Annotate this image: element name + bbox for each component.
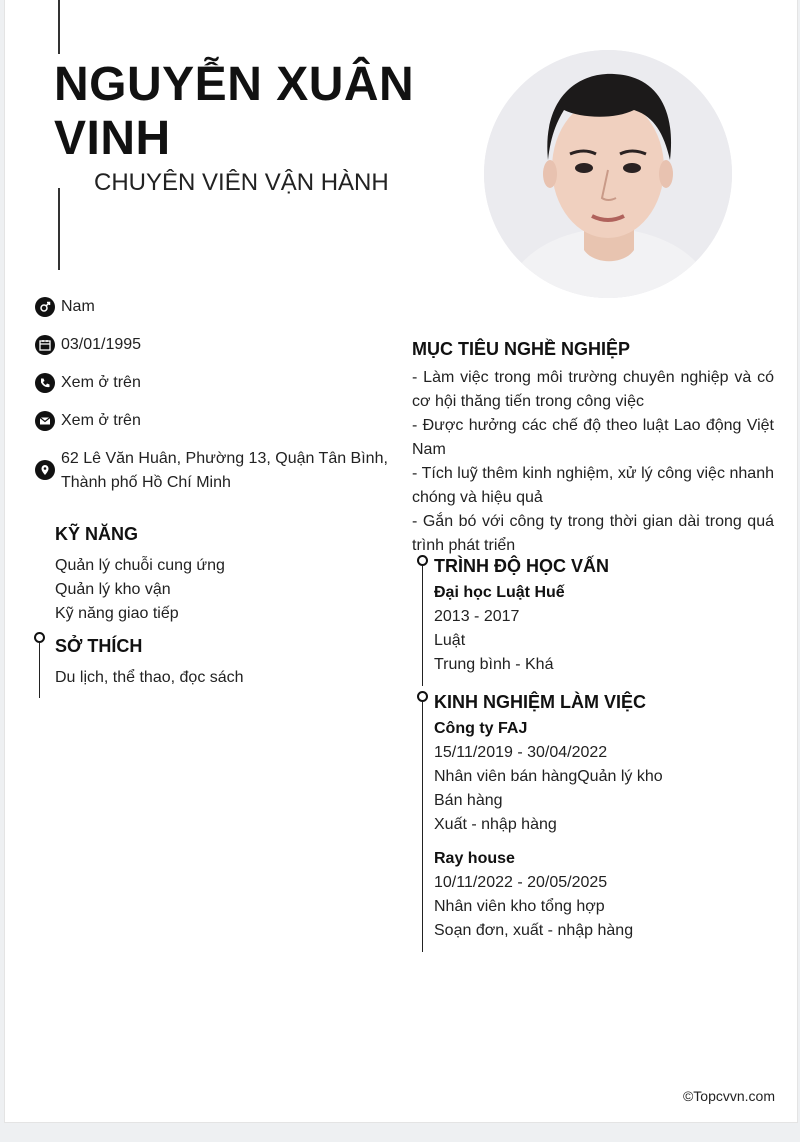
address-line-2: Thành phố Hồ Chí Minh	[61, 474, 231, 491]
experience-timeline-line	[422, 702, 423, 952]
experience-title: KINH NGHIỆM LÀM VIỆC	[434, 692, 647, 712]
contact-gender	[35, 295, 395, 319]
hobbies-title: SỞ THÍCH	[55, 636, 143, 656]
education-grade: Trung bình - Khá	[434, 656, 554, 673]
hobbies-text: Du lịch, thể thao, đọc sách	[55, 669, 244, 686]
contact-phone	[35, 371, 395, 395]
job-duty: Bán hàng	[434, 792, 503, 809]
objective-item: - Tích luỹ thêm kinh nghiệm, xử lý công việc nhanh chóng và hiệu quả	[412, 465, 774, 506]
location-pin-icon	[35, 460, 55, 480]
email-icon	[35, 411, 55, 431]
job-title: CHUYÊN VIÊN VẬN HÀNH	[94, 169, 389, 196]
address-line-1: 62 Lê Văn Huân, Phường 13, Quận Tân Bình,	[61, 450, 388, 467]
objective-item: - Được hưởng các chế độ theo luật Lao động Việt Nam	[412, 417, 774, 458]
objective-item: - Gắn bó với công ty trong thời gian dài trong quá trình phát triển	[412, 513, 774, 554]
objective-list	[412, 366, 774, 558]
calendar-icon	[35, 335, 55, 355]
education-school: Đại học Luật Huế	[434, 584, 565, 601]
education-title: TRÌNH ĐỘ HỌC VẤN	[434, 556, 609, 576]
phone-icon	[35, 373, 55, 393]
education-timeline-dot	[417, 555, 428, 566]
hobbies-timeline-dot	[34, 632, 45, 643]
header-divider-bottom	[58, 188, 60, 270]
experience-timeline-dot	[417, 691, 428, 702]
hobbies-timeline-line	[39, 643, 40, 698]
job-position: Nhân viên kho tổng hợp	[434, 898, 605, 915]
job-duty: Xuất - nhập hàng	[434, 816, 557, 833]
contact-address	[35, 447, 395, 495]
portrait-illustration	[484, 50, 732, 298]
education-period: 2013 - 2017	[434, 608, 520, 625]
job-position: Nhân viên bán hàngQuản lý kho	[434, 768, 663, 785]
skill-item: Quản lý chuỗi cung ứng	[55, 557, 225, 574]
job-company: Công ty FAJ	[434, 720, 528, 737]
birthday-value: 03/01/1995	[61, 336, 142, 353]
objective-item: - Làm việc trong môi trường chuyên nghiệp và có cơ hội thăng tiến trong công việc	[412, 369, 774, 410]
name-line-1: NGUYỄN XUÂN	[54, 58, 415, 111]
education-major: Luật	[434, 632, 466, 649]
footer-copyright: ©Topcvvn.com	[682, 1088, 775, 1104]
objective-title: MỤC TIÊU NGHỀ NGHIỆP	[412, 339, 631, 359]
job-company: Ray house	[434, 850, 515, 867]
job-duty: Soạn đơn, xuất - nhập hàng	[434, 922, 634, 939]
experience-job-2	[434, 847, 774, 943]
gender-icon	[35, 297, 55, 317]
experience-job-1	[434, 717, 774, 837]
education-entry	[434, 581, 774, 677]
education-timeline-line	[422, 566, 423, 686]
skill-item: Quản lý kho vận	[55, 581, 171, 598]
cv-page	[4, 0, 798, 1123]
name-line-2: VINH	[54, 112, 171, 165]
profile-photo	[484, 50, 732, 298]
phone-value: Xem ở trên	[61, 374, 141, 391]
contact-email	[35, 409, 395, 433]
gender-value: Nam	[61, 298, 95, 315]
candidate-name	[54, 58, 454, 166]
contact-birthday	[35, 333, 395, 357]
header-divider-top	[58, 0, 60, 54]
skills-list	[55, 554, 225, 626]
skills-title: KỸ NĂNG	[55, 524, 139, 544]
skill-item: Kỹ năng giao tiếp	[55, 605, 179, 622]
job-period: 15/11/2019 - 30/04/2022	[434, 744, 608, 761]
job-period: 10/11/2022 - 20/05/2025	[434, 874, 608, 891]
email-value: Xem ở trên	[61, 412, 141, 429]
